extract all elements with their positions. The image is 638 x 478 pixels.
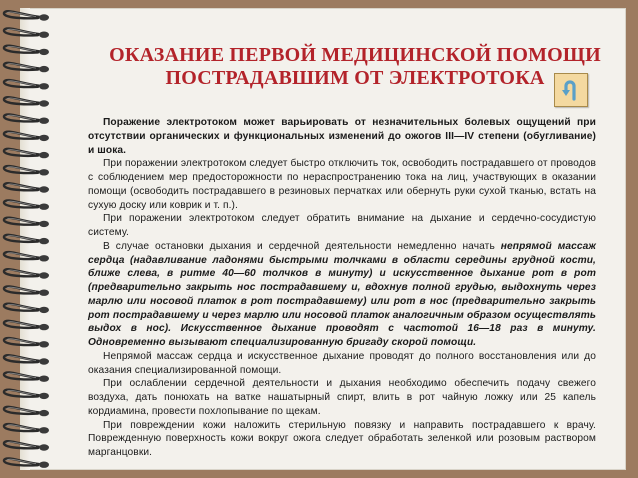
paragraph-1: Поражение электротоком может варьировать от незначительных болевых ощущений при отсутствии органических и функциональных изменений до ожогов III—IV степени (обугливание) и шока. (88, 117, 596, 156)
return-button[interactable] (554, 73, 588, 107)
binding-ring (4, 304, 49, 313)
binding-ring (4, 269, 49, 278)
paragraph-4-plain: В случае остановки дыхания и сердечной деятельности немедленно начать (103, 240, 501, 252)
binding-ring (4, 80, 49, 89)
binding-ring (4, 28, 49, 37)
binding-ring (4, 200, 49, 209)
binding-ring (4, 166, 49, 175)
binding-ring (4, 11, 49, 20)
title-line-2: ПОСТРАДАВШИМ ОТ ЭЛЕКТРОТОКА (165, 67, 545, 89)
paragraph-2: При поражении электротоком следует быстро отключить ток, освободить пострадавшего от проводов с соблюдением мер предосторожности по нераспространению тока на лиц, участвующих в оказании помощи (освободить пострадавшего в резиновых перчатках или обернуть руки сухой тканью, встать на сухую доску или коврик и т. п.). (88, 158, 596, 211)
binding-ring (4, 390, 49, 399)
spiral-binding (0, 0, 80, 478)
paragraph-5: Непрямой массаж сердца и искусственное дыхание проводят до полного восстановления или до оказания специализированной помощи. (88, 350, 596, 376)
paragraph-7: При повреждении кожи наложить стерильную повязку и направить пострадавшего к врачу. Поврежденную поверхность кожи вокруг ожога следует обработать зеленкой или розовым раствором марганцовки. (88, 419, 596, 458)
slide-title (95, 44, 615, 90)
paragraph-6: При ослаблении сердечной деятельности и дыхания необходимо обеспечить подачу свежего воздуха, дать понюхать на ватке нашатырный спирт, влить в рот чайную ложку или 25 капель кордиамина, провести похлопывание по щекам. (88, 378, 596, 417)
paragraph-4-emphasis: непрямой массаж сердца (надавливание ладонями быстрыми толчками в области середины грудной кости, ближе слева, в ритме 40—60 толчков в минуту) и искусственное дыхание рот в рот (предварительно закрыть нос пострадавшему и, вдохнув полной грудью, выдохнуть через марлю или носовой платок в рот пострадавшему) или рот в нос (предварительно закрыть рот пострадавшему и через марлю или носовой платок аналогичным образом осуществлять выдох в нос). Искусственное дыхание проводят с частотой 16—18 раз в минуту. Одновременно вызывают специализированную бригаду скорой помощи. (88, 240, 596, 348)
binding-ring (4, 235, 49, 244)
binding-ring (4, 286, 49, 295)
binding-ring (4, 63, 49, 72)
binding-ring (4, 132, 49, 141)
binding-ring (4, 252, 49, 261)
binding-ring (4, 372, 49, 381)
binding-ring (4, 183, 49, 192)
u-turn-arrow-icon (559, 78, 583, 102)
binding-ring (4, 321, 49, 330)
article-body (88, 116, 596, 460)
binding-ring (4, 355, 49, 364)
binding-ring (4, 338, 49, 347)
binding-ring (4, 441, 49, 450)
paragraph-3: При поражении электротоком следует обратить внимание на дыхание и сердечно-сосудистую систему. (88, 213, 596, 238)
binding-ring (4, 407, 49, 416)
paragraph-4 (88, 240, 596, 350)
binding-ring (4, 97, 49, 106)
binding-ring (4, 424, 49, 433)
binding-ring (4, 149, 49, 158)
binding-ring (4, 458, 49, 467)
title-line-1: ОКАЗАНИЕ ПЕРВОЙ МЕДИЦИНСКОЙ ПОМОЩИ (109, 44, 601, 66)
binding-ring (4, 46, 49, 55)
binding-ring (4, 114, 49, 123)
binding-ring (4, 218, 49, 227)
